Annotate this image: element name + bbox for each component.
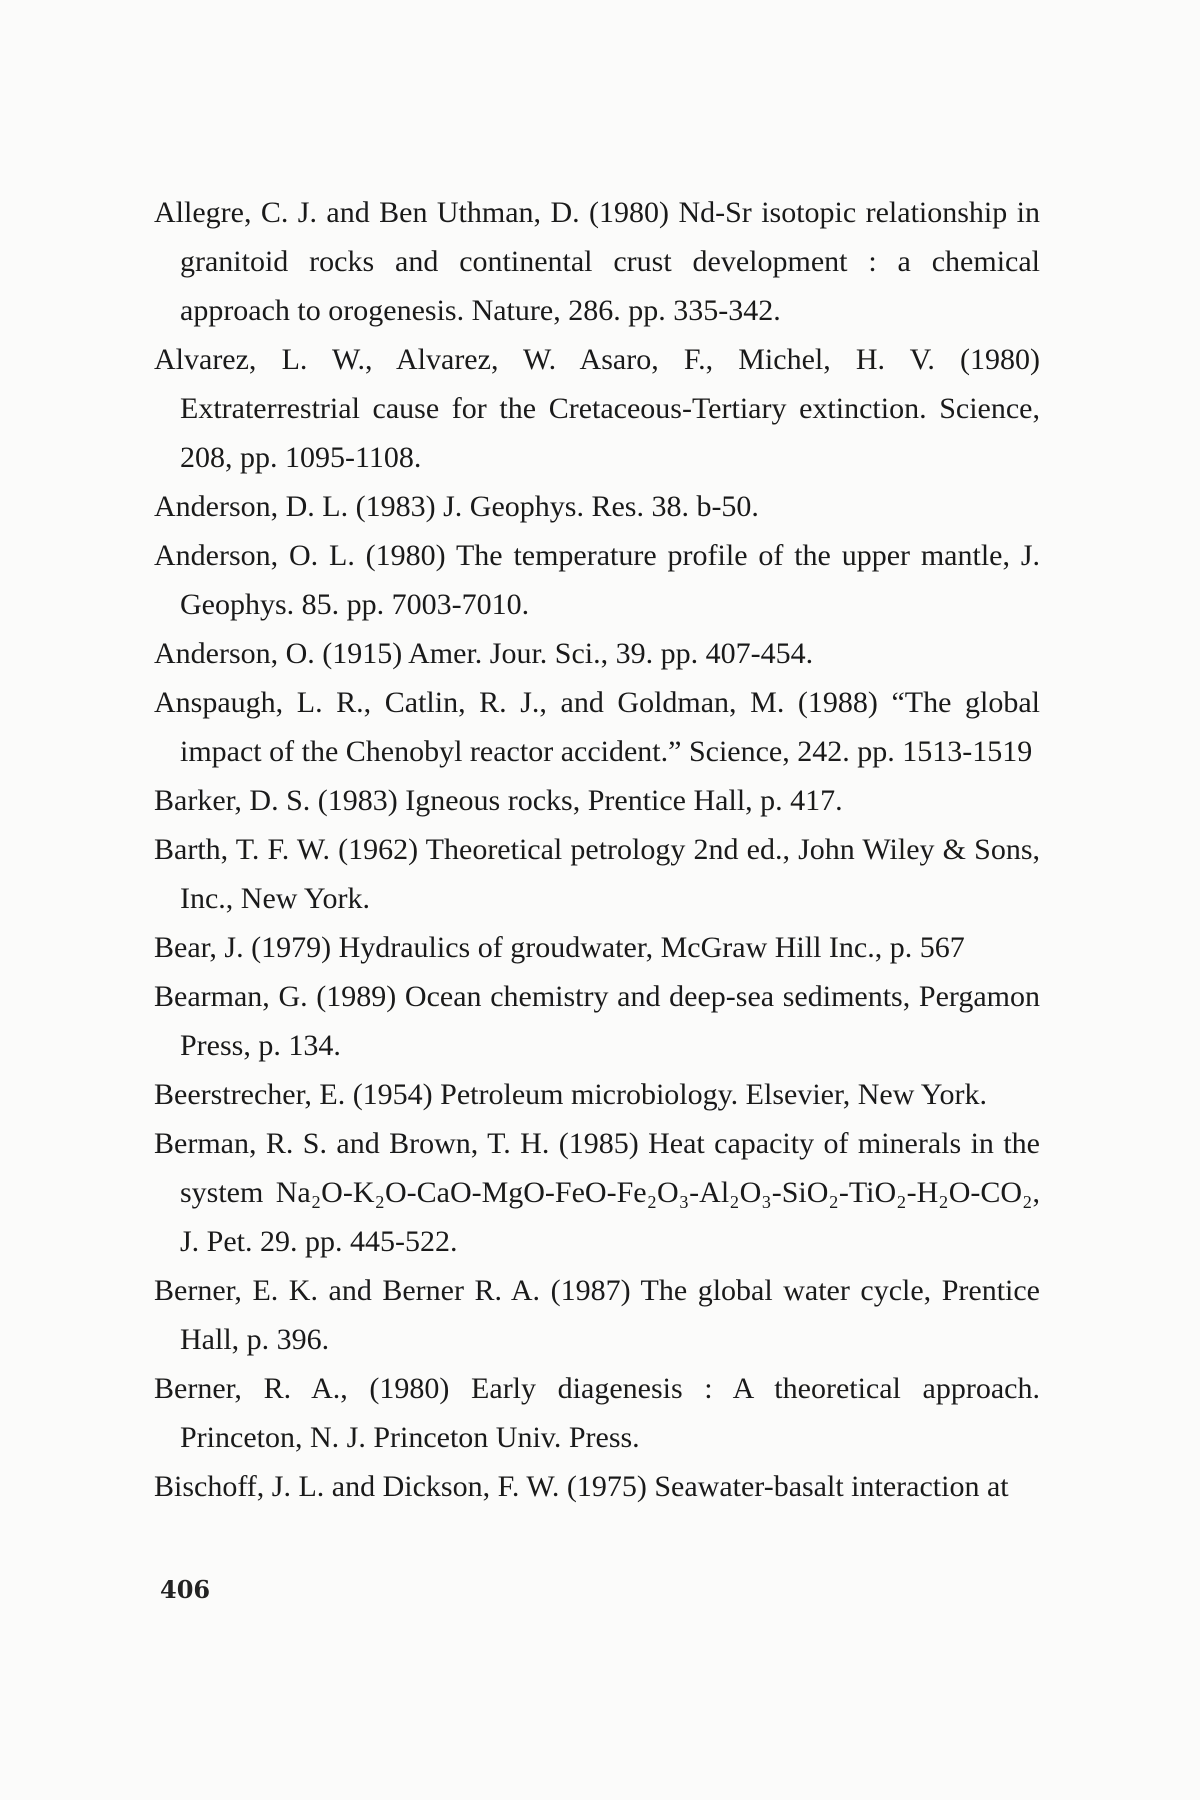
reference-entry: Anspaugh, L. R., Catlin, R. J., and Goldman, M. (1988) “The global impact of the Chenobyl reactor accident.” Science, 242. pp. 1513-1519 xyxy=(154,686,1040,768)
reference-entry: Anderson, O. (1915) Amer. Jour. Sci., 39. pp. 407-454. xyxy=(154,637,814,670)
reference-entry: Bear, J. (1979) Hydraulics of groudwater, McGraw Hill Inc., p. 567 xyxy=(154,931,965,964)
reference-entry: Bearman, G. (1989) Ocean chemistry and deep-sea sediments, Pergamon Press, p. 134. xyxy=(154,980,1040,1062)
reference-entry: Berman, R. S. and Brown, T. H. (1985) Heat capacity of minerals in the system Na₂O-K₂O-CaO-MgO-FeO-Fe₂O₃-Al₂O₃-SiO₂-TiO₂-H₂O-CO₂, J. Pet. 29. pp. 445-522. xyxy=(154,1127,1040,1258)
reference-entry: Berner, E. K. and Berner R. A. (1987) The global water cycle, Prentice Hall, p. 396. xyxy=(154,1274,1040,1356)
reference-entry: Beerstrecher, E. (1954) Petroleum microbiology. Elsevier, New York. xyxy=(154,1078,987,1111)
reference-entry: Anderson, O. L. (1980) The temperature profile of the upper mantle, J. Geophys. 85. pp. 7003-7010. xyxy=(154,539,1040,621)
page-number: 406 xyxy=(160,1575,211,1604)
reference-entry: Anderson, D. L. (1983) J. Geophys. Res. 38. b-50. xyxy=(154,490,759,523)
reference-list xyxy=(154,188,1040,1511)
reference-entry: Allegre, C. J. and Ben Uthman, D. (1980) Nd-Sr isotopic relationship in granitoid rocks and continental crust development : a chemical approach to orogenesis. Nature, 286. pp. 335-342. xyxy=(154,196,1040,327)
reference-entry: Alvarez, L. W., Alvarez, W. Asaro, F., Michel, H. V. (1980) Extraterrestrial cause for the Cretaceous-Tertiary extinction. Science, 208, pp. 1095-1108. xyxy=(154,343,1040,474)
reference-entry: Barth, T. F. W. (1962) Theoretical petrology 2nd ed., John Wiley & Sons, Inc., New York. xyxy=(154,833,1040,915)
reference-entry: Barker, D. S. (1983) Igneous rocks, Prentice Hall, p. 417. xyxy=(154,784,843,817)
reference-entry: Berner, R. A., (1980) Early diagenesis : A theoretical approach. Princeton, N. J. Princeton Univ. Press. xyxy=(154,1372,1040,1454)
reference-entry: Bischoff, J. L. and Dickson, F. W. (1975) Seawater-basalt interaction at xyxy=(154,1470,1009,1503)
